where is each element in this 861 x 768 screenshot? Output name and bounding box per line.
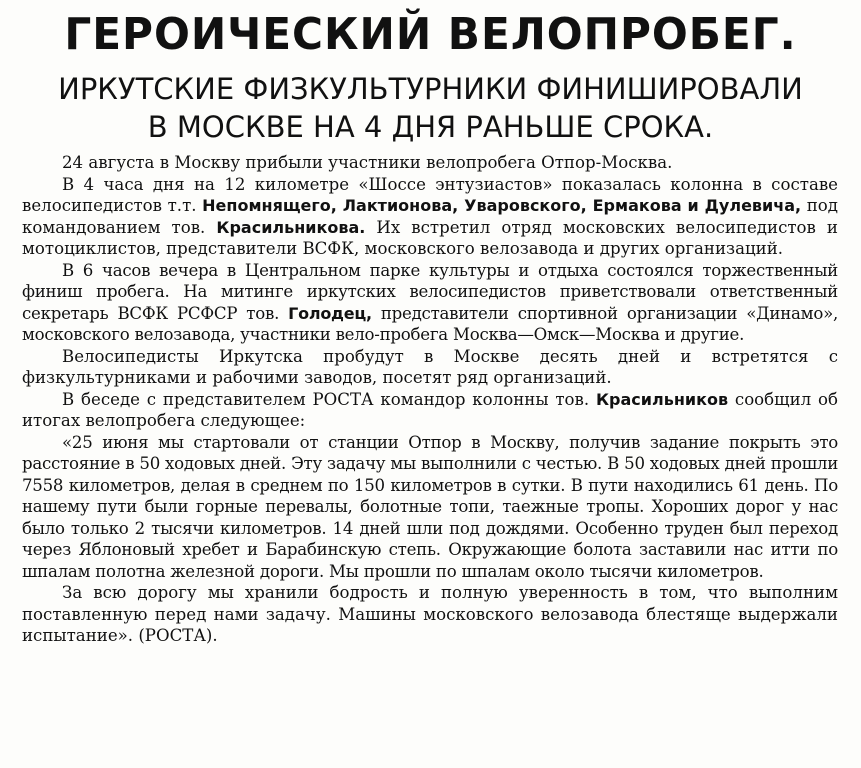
commander-name: Красильников [595, 389, 729, 409]
paragraph-stay: Велосипедисты Иркутска пробудут в Москве десять дней и встретятся с физкультурниками и рабочими заводов, посетят ряд организаций. [22, 346, 838, 387]
paragraph-column-arrival [22, 174, 838, 260]
paragraph-text: В 6 часов вечера в Центральном парке культуры и отдыха состоялся торжественный финиш пробега. На митинге иркутских велосипедистов приветствовали ответственный секретарь ВСФК РСФСР тов. [22, 260, 838, 323]
paragraph-quote-route: «25 июня мы стартовали от станции Отпор в Москву, получив задание покрыть это расстояние в 50 ходовых дней. Эту задачу мы выполнили с честью. В 50 ходовых дней прошли 7558 километров, делая в среднем по 150 километров в сутки. В пути находились 61 день. По нашему пути были горные перевалы, болотные топи, таежные тропы. Хороших дорог у нас было только 2 тысячи километров. 14 дней шли под дождями. Особенно труден был переход через Яблоновый хребет и Барабинскую степь. Окружающие болота заставили нас итти по шпалам полотна железной дороги. Мы прошли по шпалам около тысячи километров. [22, 432, 838, 581]
article-headline: ГЕРОИЧЕСКИЙ ВЕЛОПРОБЕГ. [64, 9, 797, 60]
article-subheadline [0, 70, 861, 146]
cyclist-names: Непомнящего, Лактионова, Уваровского, Ермакова и Дулевича, [202, 196, 802, 215]
subheadline-line-2: В МОСКВЕ НА 4 ДНЯ РАНЬШЕ СРОКА. [147, 110, 714, 144]
subheadline-line-1: ИРКУТСКИЕ ФИЗКУЛЬТУРНИКИ ФИНИШИРОВАЛИ [58, 72, 803, 106]
paragraph-text: представители спортивной организации «Динамо», московского велозавода, участники вело-пробега Москва—Омск—Москва и другие. [22, 303, 838, 344]
secretary-name: Голодец, [288, 303, 372, 323]
paragraph-text: Их встретил отряд московских велосипедистов и мотоциклистов, представители ВСФК, московского велозавода и других организаций. [22, 217, 838, 258]
paragraph-finish [22, 260, 838, 346]
paragraph-text: под командованием тов. [22, 196, 839, 237]
paragraph-interview [22, 389, 838, 432]
paragraph-quote-conclusion: За всю дорогу мы хранили бодрость и полную уверенность в том, что выполним поставленную перед нами задачу. Машины московского велозавода блестяще выдержали испытание». (РОСТА). [22, 583, 838, 645]
paragraph-arrival: 24 августа в Москву прибыли участники велопробега Отпор-Москва. [62, 153, 673, 172]
commander-name: Красильникова. [216, 217, 366, 237]
paragraph-text: сообщил об итогах велопробега следующее: [22, 389, 839, 430]
paragraph-text: В 4 часа дня на 12 километре «Шоссе энтузиастов» показалась колонна в составе велосипедистов т.т. [22, 174, 838, 215]
article-body [22, 152, 838, 647]
paragraph-text: В беседе с представителем РОСТА командор колонны тов. [62, 389, 596, 409]
